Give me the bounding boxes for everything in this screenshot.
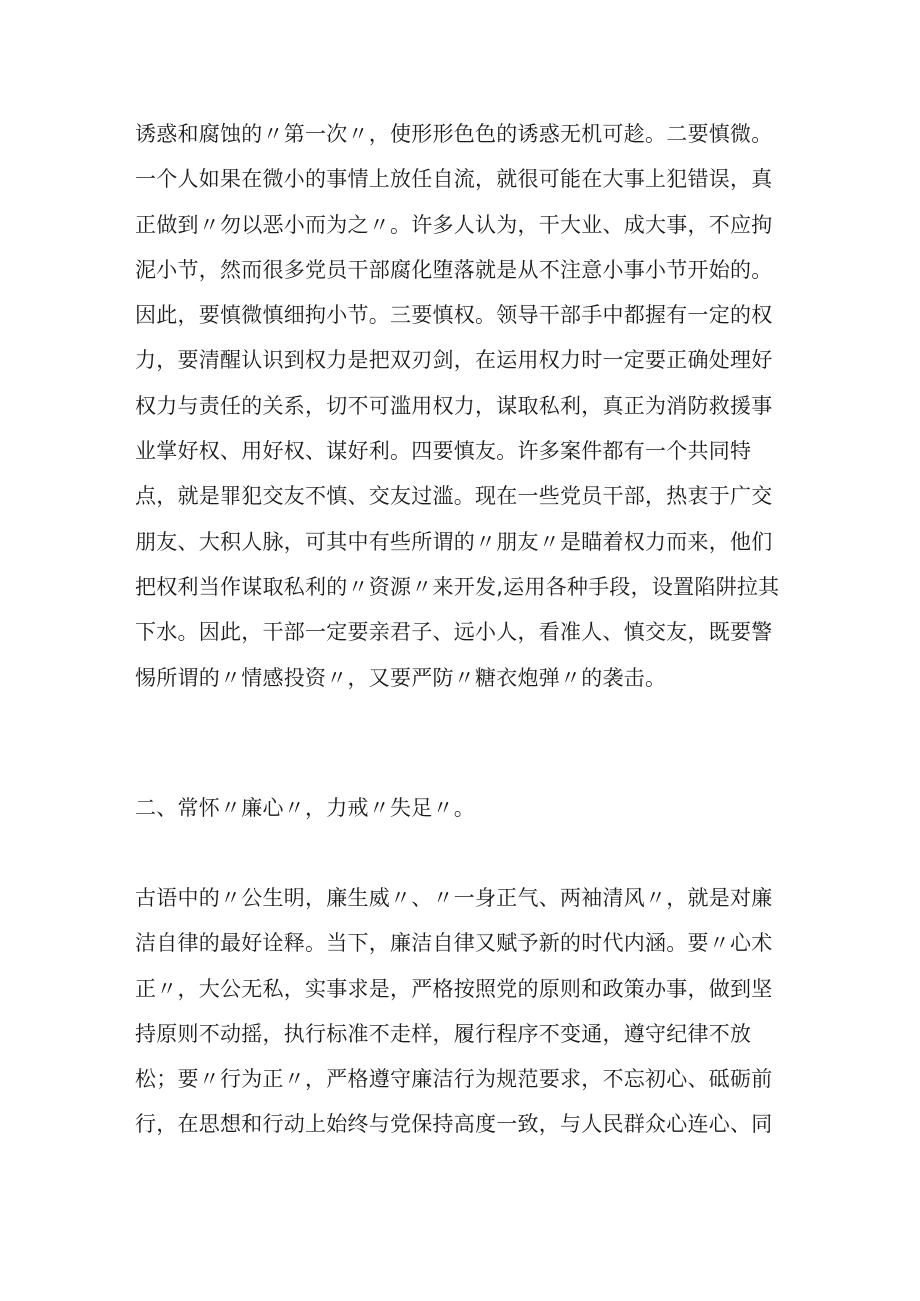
text-line: 古语中的〃公生明，廉生威〃、〃一身正气、两袖清风〃，就是对廉 — [135, 886, 773, 910]
text-line: 朋友、大积人脉，可其中有些所谓的〃朋友〃是瞄着权力而来，他们 — [135, 529, 773, 554]
paragraph-integrity — [135, 876, 795, 1148]
text-line: 行，在思想和行动上始终与党保持高度一致，与人民群众心连心、同 — [135, 1112, 773, 1137]
text-line: 松；要〃行为正〃，严格遵守廉洁行为规范要求，不忘初心、砥砺前 — [135, 1067, 773, 1092]
text-line: 把权利当作谋取私利的〃资源〃来开发,运用各种手段，设置陷阱拉其 — [135, 574, 780, 599]
text-line: 持原则不动摇，执行标准不走样，履行程序不变通，遵守纪律不放 — [135, 1021, 752, 1046]
text-line: 点，就是罪犯交友不慎、交友过滥。现在一些党员干部，热衷于广交 — [135, 484, 773, 509]
text-line: 正做到〃勿以恶小而为之〃。许多人认为，干大业、成大事，不应拘 — [135, 212, 773, 237]
paragraph-prudence — [135, 112, 795, 701]
text-line: 权力与责任的关系，切不可滥用权力，谋取私利，真正为消防救援事 — [135, 393, 773, 418]
heading-text: 二、常怀〃廉心〃，力戒〃失足〃。 — [135, 796, 475, 820]
text-line: 因此，要慎微慎细拘小节。三要慎权。领导干部手中都握有一定的权 — [135, 303, 773, 328]
text-line: 下水。因此，干部一定要亲君子、远小人，看准人、慎交友，既要警 — [135, 620, 773, 645]
text-line: 一个人如果在微小的事情上放任自流，就很可能在大事上犯错误，真 — [135, 167, 773, 192]
text-line: 洁自律的最好诠释。当下，廉洁自律又赋予新的时代内涵。要〃心术 — [135, 931, 773, 956]
text-line: 泥小节，然而很多党员干部腐化堕落就是从不注意小事小节开始的。 — [135, 257, 773, 282]
text-line: 业掌好权、用好权、谋好利。四要慎友。许多案件都有一个共同特 — [135, 439, 752, 464]
text-line: 力，要清醒认识到权力是把双刃剑，在运用权力时一定要正确处理好 — [135, 348, 773, 373]
section-heading — [135, 786, 795, 831]
text-line: 诱惑和腐蚀的〃第一次〃，使形形色色的诱惑无机可趁。二要慎微。 — [135, 122, 773, 146]
text-line: 惕所谓的〃情感投资〃，又要严防〃糖衣炮弹〃的袭击。 — [135, 665, 667, 690]
text-line: 正〃，大公无私，实事求是，严格按照党的原则和政策办事，做到坚 — [135, 976, 773, 1001]
